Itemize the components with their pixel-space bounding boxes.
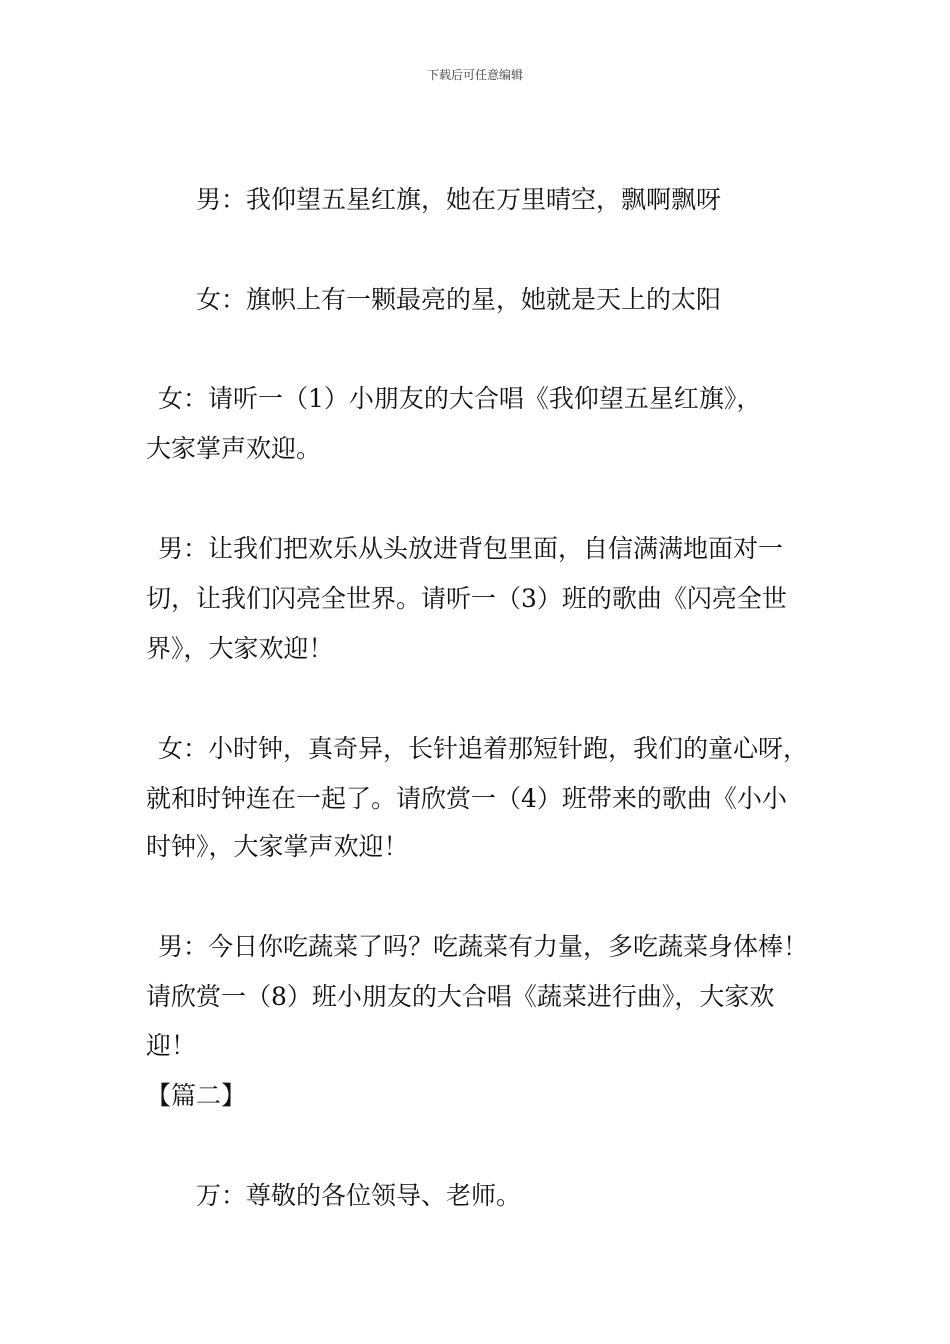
section-heading: 【篇二】 [146,1081,247,1110]
paragraph-line: 时钟》，大家掌声欢迎！ [146,832,409,861]
paragraph-line: 女：请听一（1）小朋友的大合唱《我仰望五星红旗》， [158,384,762,413]
paragraph-line: 男：今日你吃蔬菜了吗？吃蔬菜有力量，多吃蔬菜身体棒！ [158,932,809,961]
paragraph-line: 切，让我们闪亮全世界。请听一（3）班的歌曲《闪亮全世 [146,584,787,613]
paragraph-line: 女：小时钟，真奇异，长针追着那短针跑，我们的童心呀， [158,734,809,763]
paragraph-line: 女：旗帜上有一颗最亮的星，她就是天上的太阳 [196,285,722,314]
paragraph-line: 界》，大家欢迎！ [146,634,334,663]
paragraph-line: 迎！ [146,1031,197,1060]
paragraph-line: 万：尊敬的各位领导、老师。 [196,1181,522,1210]
paragraph-line: 请欣赏一（8）班小朋友的大合唱《蔬菜进行曲》，大家欢 [146,982,775,1011]
paragraph-line: 男：让我们把欢乐从头放进背包里面，自信满满地面对一 [158,534,784,563]
paragraph-line: 男：我仰望五星红旗，她在万里晴空，飘啊飘呀 [196,185,722,214]
paragraph-line: 大家掌声欢迎。 [146,434,322,463]
header-note: 下载后可任意编辑 [426,68,523,82]
paragraph-line: 就和时钟连在一起了。请欣赏一（4）班带来的歌曲《小小 [146,784,787,813]
